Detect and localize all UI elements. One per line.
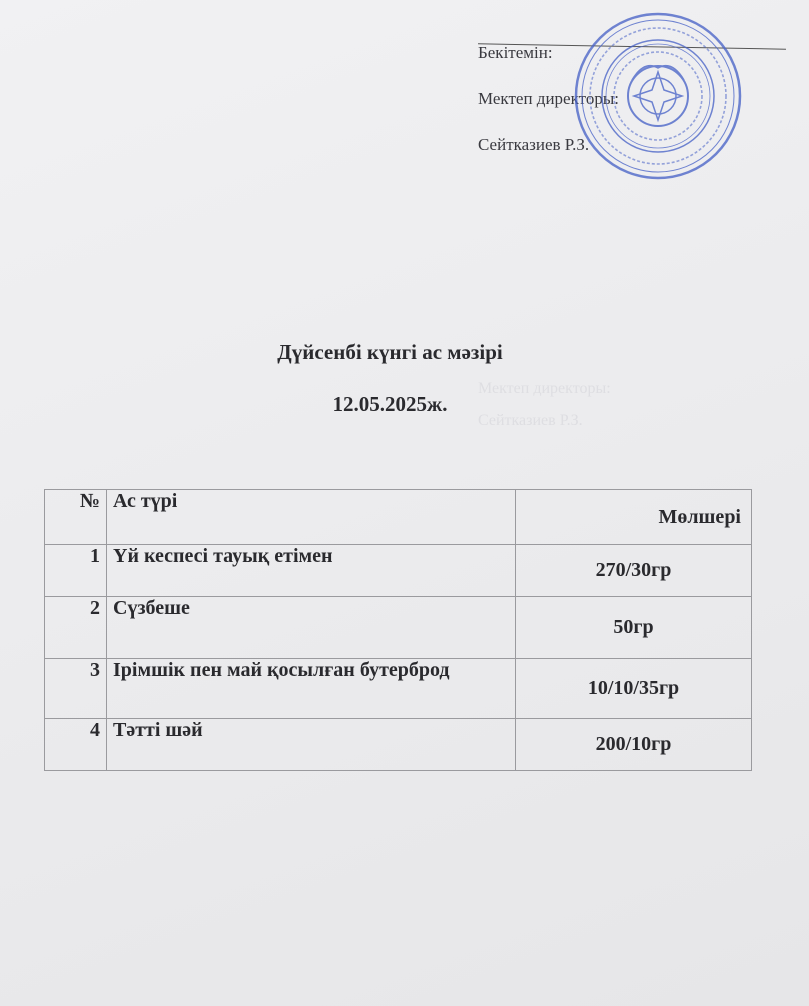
menu-table [44,489,752,771]
menu-date: 12.05.2025ж. [332,392,448,416]
row-dish: Үй кеспесі тауық етімен [107,545,516,597]
table-row [45,659,752,719]
row-number: 1 [45,545,107,597]
row-dish: Тәтті шәй [107,719,516,771]
row-quantity: 50гр [516,597,752,659]
header-number: № [45,490,107,545]
table-header-row [45,490,752,545]
menu-title: Дүйсенбі күнгі ас мәзірі [277,340,503,364]
row-number: 4 [45,719,107,771]
director-name: Сейтказиев Р.З. [478,135,590,154]
row-quantity: 200/10гр [516,719,752,771]
row-number: 3 [45,659,107,719]
row-dish: Сүзбеше [107,597,516,659]
director-title: Мектеп директоры: [478,89,619,108]
bleed-through-text: Сейтказиев Р.З. [478,412,583,429]
header-quantity: Мөлшері [516,490,752,545]
table-row [45,597,752,659]
round-seal-stamp-icon [572,10,744,182]
row-quantity: 10/10/35гр [516,659,752,719]
table-row [45,545,752,597]
row-dish: Ірімшік пен май қосылған бутерброд [107,659,516,719]
header-dish: Ас түрі [107,490,516,545]
row-quantity: 270/30гр [516,545,752,597]
approval-label: Бекітемін: [478,43,553,62]
table-row [45,719,752,771]
bleed-through-text: Мектеп директоры: [478,380,611,397]
row-number: 2 [45,597,107,659]
